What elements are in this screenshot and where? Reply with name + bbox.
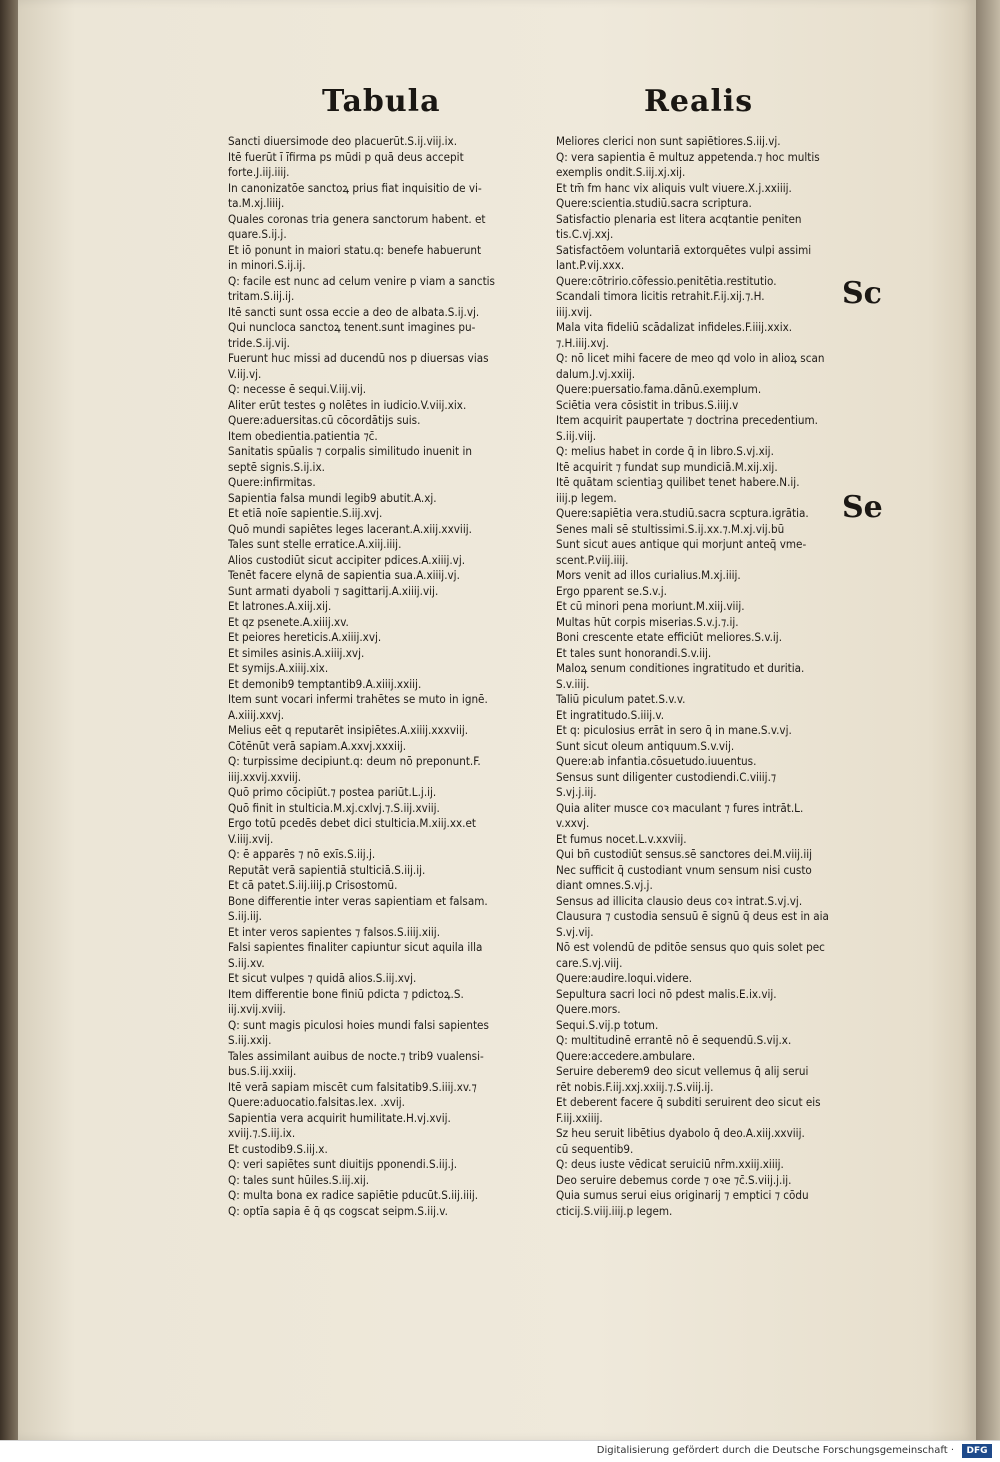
index-entry-line: Sz heu seruit libētius dyabolo q̄ deo.A.xiij.xxviij. (556, 1126, 805, 1140)
index-entry-line: Et demonib9 temptantib9.A.xiiij.xxiij. (228, 676, 422, 691)
index-entry-line: A.xiiij.xxvj. (228, 707, 285, 722)
index-entry-line: Q: sunt magis piculosi hoies mundi falsi sapientes (228, 1017, 489, 1032)
index-entry-line: Et q: piculosius errāt in sero q̄ in mane.S.v.vj. (556, 723, 792, 737)
index-entry-line: Tales assimilant auibus de nocte.⁊ trib9 vualensi- (228, 1048, 484, 1063)
index-entry-line: Nec sufficit q̄ custodiant vnum sensum nisi custo (556, 862, 812, 877)
index-entry-line: Quō primo cōcipiūt.⁊ postea pariūt.L.j.ij. (228, 785, 437, 799)
index-entry-line: Cōtēnūt verā sapiam.A.xxvj.xxxiij. (228, 738, 407, 753)
margin-section-letter: Se (842, 490, 883, 525)
index-entry-line: Quere:aduersitas.cū cōcordātijs suis. (228, 413, 421, 427)
index-entry-line: cū sequentib9. (556, 1141, 634, 1156)
index-entry-line: iiij.xvij. (556, 304, 593, 319)
index-entry-line: S.vj.vij. (556, 924, 594, 939)
index-entry-line: Quere.mors. (556, 1002, 621, 1016)
index-entry-line: Scandali timora licitis retrahit.F.ij.xij.⁊.H. (556, 289, 765, 303)
index-entry-line: iiij.xxvij.xxviij. (228, 769, 302, 784)
index-entry-line: Item acquirit paupertate ⁊ doctrina precedentium. (556, 413, 818, 427)
index-column-right (556, 134, 844, 1219)
index-entry-line: rēt nobis.F.iij.xxj.xxiij.⁊.S.viij.ij. (556, 1079, 714, 1094)
index-entry-line: Quere:scientia.studiū.sacra scriptura. (556, 196, 752, 210)
index-entry-line: scent.P.viij.iiij. (556, 552, 629, 567)
index-entry-line: Item obedientia.patientia ⁊c̄. (228, 428, 378, 443)
index-entry-line: Itē sancti sunt ossa eccie a deo de albata.S.ij.vj. (228, 304, 480, 319)
index-entry-line: Sapientia vera acquirit humilitate.H.vj.xvij. (228, 1110, 451, 1125)
index-entry-line: Q: deus iuste vēdicat seruiciū nr̄m.xxiij.xiiij. (556, 1157, 784, 1171)
index-entry-line: in minori.S.ij.ij. (228, 258, 306, 272)
index-entry-line: Maloꝝ senum conditiones ingratitudo et duritia. (556, 661, 805, 675)
index-entry-line: Q: turpissime decipiunt.q: deum nō preponunt.F. (228, 754, 481, 768)
index-entry-line: Q: ē apparēs ⁊ nō exīs.S.iij.j. (228, 847, 376, 861)
index-entry-line: ta.M.xj.liiij. (228, 196, 285, 210)
index-entry-line: Quere:ab infantia.cōsuetudo.iuuentus. (556, 754, 757, 768)
index-entry-line: Et latrones.A.xiij.xij. (228, 599, 332, 613)
index-entry-line: Q: facile est nunc ad celum venire p viam a sanctis (228, 273, 495, 288)
index-entry-line: Q: necesse ē sequi.V.iij.vij. (228, 382, 367, 396)
index-entry-line: lant.P.vij.xxx. (556, 258, 625, 272)
index-entry-line: S.vj.j.iij. (556, 785, 597, 799)
index-entry-line: Et deberent facere q̄ subditi seruirent deo sicut eis (556, 1095, 821, 1109)
index-entry-line: Aliter erūt testes ꝯ nolētes in iudicio.V.viij.xix. (228, 397, 467, 412)
index-entry-line: tride.S.ij.vij. (228, 335, 290, 350)
index-entry-line: Q: melius habet in corde q̄ in libro.S.vj.xij. (556, 444, 774, 458)
index-entry-line: Et custodib9.S.iij.x. (228, 1141, 328, 1156)
running-head-left: Tabula (322, 84, 441, 119)
index-entry-line: Sunt sicut aues antique qui morjunt anteq̄ vme- (556, 537, 807, 551)
index-entry-line: care.S.vj.viij. (556, 955, 623, 970)
index-entry-line: Sepultura sacri loci nō pdest malis.E.ix.vij. (556, 986, 777, 1001)
index-entry-line: Q: vera sapientia ē multuz appetenda.⁊ hoc multis (556, 149, 820, 164)
index-entry-line: Sapientia falsa mundi legib9 abutit.A.xj. (228, 490, 437, 505)
index-entry-line: Tenēt facere elynā de sapientia sua.A.xiiij.vj. (228, 568, 460, 582)
index-entry-line: tis.C.vj.xxj. (556, 227, 614, 241)
index-entry-line: Et cū minori pena moriunt.M.xiij.viij. (556, 599, 745, 613)
index-entry-line: Q: tales sunt hūiles.S.iij.xij. (228, 1172, 370, 1187)
index-entry-line: Fuerunt huc missi ad ducendū nos p diuersas vias (228, 351, 489, 365)
funding-notice: Digitalisierung gefördert durch die Deutsche Forschungsgemeinschaft · (596, 1445, 954, 1456)
index-entry-line: Et tales sunt honorandi.S.v.iij. (556, 645, 712, 660)
index-entry-line: Quia sumus serui eius originarij ⁊ emptici ⁊ cōdu (556, 1188, 809, 1202)
index-entry-line: Q: nō licet mihi facere de meo qd volo in alioꝝ scan (556, 351, 825, 365)
index-entry-line: cticij.S.viij.iiij.p legem. (556, 1203, 673, 1218)
facing-page-edge (976, 0, 1000, 1440)
index-entry-line: diant omnes.S.vj.j. (556, 878, 653, 892)
index-column-left (228, 134, 516, 1219)
index-entry-line: Quere:aduocatio.falsitas.lex. .xvij. (228, 1095, 405, 1109)
index-entry-line: Sequi.S.vij.p totum. (556, 1017, 659, 1032)
index-entry-line: xviij.⁊.S.iij.ix. (228, 1126, 296, 1140)
index-entry-line: Quere:accedere.ambulare. (556, 1048, 696, 1063)
index-entry-line: Itē verā sapiam miscēt cum falsitatib9.S.iiij.xv.⁊ (228, 1079, 477, 1094)
index-entry-line: Satisfactōem voluntariā extorquētes vulpi assimi (556, 242, 812, 257)
index-entry-line: Clausura ⁊ custodia sensuū ē signū q̄ deus est in aia (556, 909, 829, 923)
dfg-logo: DFG (962, 1444, 992, 1458)
index-entry-line: Sunt sicut oleum antiquum.S.v.vij. (556, 738, 735, 753)
index-entry-line: S.iij.viij. (556, 428, 597, 443)
index-entry-line: In canonizatōe sanctoꝝ prius fiat inquisitio de vi- (228, 180, 482, 195)
index-entry-line: Et peiores hereticis.A.xiiij.xvj. (228, 630, 382, 644)
index-entry-line: Et qz psenete.A.xiiij.xv. (228, 614, 349, 629)
index-entry-line: Et inter veros sapientes ⁊ falsos.S.iiij.xiij. (228, 924, 441, 939)
index-entry-line: V.iij.vj. (228, 366, 262, 381)
index-entry-line: Quales coronas tria genera sanctorum habent. et (228, 211, 486, 226)
index-entry-line: Quō mundi sapiētes leges lacerant.A.xiij.xxviij. (228, 521, 472, 536)
index-entry-line: Nō est volendū de pditōe sensus quo quis solet pec (556, 940, 825, 954)
index-entry-line: Ergo pparent se.S.v.j. (556, 583, 667, 598)
index-entry-line: Quia aliter musce coꝛ maculant ⁊ fures intrāt.L. (556, 800, 804, 815)
index-entry-line: Taliū piculum patet.S.v.v. (556, 692, 686, 706)
index-entry-line: Multas hūt corpis miserias.S.v.j.⁊.ij. (556, 614, 739, 629)
index-entry-line: Sensus sunt diligenter custodiendi.C.viiij.⁊ (556, 769, 777, 784)
index-entry-line: Quere:puersatio.fama.dānū.exemplum. (556, 382, 762, 396)
index-entry-line: Seruire deberem9 deo sicut vellemus q̄ alij serui (556, 1064, 809, 1078)
index-entry-line: Alios custodiūt sicut accipiter pdices.A.xiiij.vj. (228, 552, 466, 567)
index-entry-line: Mors venit ad illos curialius.M.xj.iiij. (556, 568, 741, 582)
index-entry-line: Satisfactio plenaria est litera acqtantie peniten (556, 211, 802, 226)
index-entry-line: Et cā patet.S.iij.iiij.p Crisostomū. (228, 878, 398, 892)
digitization-footer (0, 1440, 1000, 1462)
running-head-right: Realis (644, 84, 754, 119)
index-entry-line: Reputāt verā sapientiā stulticiā.S.iij.ij. (228, 862, 426, 877)
index-entry-line: Et tm̄ fm hanc vix aliquis vult viuere.X.j.xxiiij. (556, 180, 792, 195)
index-entry-line: quare.S.ij.j. (228, 227, 287, 241)
index-entry-line: Q: multitudinē errantē nō ē sequendū.S.vij.x. (556, 1033, 792, 1047)
index-entry-line: Et sicut vulpes ⁊ quidā alios.S.iij.xvj. (228, 971, 417, 985)
index-entry-line: Itē acquirit ⁊ fundat sup mundiciā.M.xij.xij. (556, 459, 778, 474)
index-entry-line: Senes mali sē stultissimi.S.ij.xx.⁊.M.xj.vij.bū (556, 521, 785, 536)
index-entry-line: Et iō ponunt in maiori statu.q: benefe habuerunt (228, 242, 482, 257)
index-entry-line: Et similes asinis.A.xiiij.xvj. (228, 645, 365, 660)
index-entry-line: S.iij.xv. (228, 955, 265, 970)
index-entry-line: Meliores clerici non sunt sapiētiores.S.iij.vj. (556, 134, 781, 148)
index-entry-line: Melius eēt q reputarēt insipiētes.A.xiiij.xxxviij. (228, 723, 469, 737)
index-entry-line: septē signis.S.ij.ix. (228, 459, 325, 474)
index-entry-line: forte.J.iij.iiij. (228, 165, 290, 179)
index-entry-line: Q: veri sapiētes sunt diuitijs pponendi.S.iij.j. (228, 1157, 458, 1171)
index-entry-line: Quere:sapiētia vera.studiū.sacra scptura.igrātia. (556, 506, 809, 520)
index-entry-line: Deo seruire debemus corde ⁊ oꝛe ⁊c̄.S.viij.j.ij. (556, 1172, 792, 1187)
index-entry-line: v.xxvj. (556, 816, 590, 830)
index-entry-line: Itē quātam scientiaꝫ quilibet tenet habere.N.ij. (556, 475, 800, 489)
index-entry-line: Sancti diuersimode deo placuerūt.S.ij.viij.ix. (228, 134, 458, 148)
index-entry-line: Ergo totū pcedēs debet dici stulticia.M.xiij.xx.et (228, 816, 476, 830)
index-entry-line: Sunt armati dyaboli ⁊ sagittarij.A.xiiij.vij. (228, 583, 439, 598)
index-entry-line: Sensus ad illicita clausio deus coꝛ intrat.S.vj.vj. (556, 893, 803, 908)
index-entry-line: ⁊.H.iiij.xvj. (556, 335, 609, 350)
index-entry-line: Et etiā noīe sapientie.S.iij.xvj. (228, 506, 383, 520)
index-entry-line: Quō finit in stulticia.M.xj.cxlvj.⁊.S.iij.xviij. (228, 800, 440, 815)
index-entry-line: Item sunt vocari infermi trahētes se muto in ignē. (228, 692, 488, 706)
index-entry-line: Mala vita fideliū scādalizat infideles.F.iiij.xxix. (556, 320, 793, 334)
margin-section-letter: Sc (842, 276, 882, 311)
index-entry-line: Q: optīa sapia ē q̄ qs cogscat seipm.S.iij.v. (228, 1203, 448, 1218)
index-entry-line: Et ingratitudo.S.iiij.v. (556, 707, 665, 722)
index-entry-line: Quere:audire.loqui.videre. (556, 971, 693, 985)
index-entry-line: Boni crescente etate efficiūt meliores.S.v.ij. (556, 630, 783, 644)
index-entry-line: Falsi sapientes finaliter capiuntur sicut aquila illa (228, 940, 483, 954)
index-entry-line: Quere:infirmitas. (228, 475, 316, 489)
index-entry-line: tritam.S.iij.ij. (228, 289, 295, 303)
index-entry-line: Sciētia vera cōsistit in tribus.S.iiij.v (556, 397, 739, 412)
index-entry-line: Et fumus nocet.L.v.xxviij. (556, 831, 687, 846)
index-entry-line: Itē fuerūt ī īfirma ps mūdi p quā deus accepit (228, 149, 464, 164)
index-entry-line: Bone differentie inter veras sapientiam et falsam. (228, 893, 488, 908)
index-entry-line: S.v.iiij. (556, 676, 590, 691)
index-entry-line: iij.xvij.xviij. (228, 1002, 286, 1016)
index-entry-line: bus.S.iij.xxiij. (228, 1064, 297, 1078)
index-entry-line: Item differentie bone finiū pdicta ⁊ pdictoꝝ.S. (228, 986, 464, 1001)
index-entry-line: F.iij.xxiiij. (556, 1110, 603, 1125)
index-entry-line: Sanitatis spūalis ⁊ corpalis similitudo inuenit in (228, 444, 472, 458)
index-entry-line: dalum.J.vj.xxiij. (556, 366, 636, 381)
index-entry-line: S.iij.iij. (228, 909, 262, 923)
index-entry-line: iiij.p legem. (556, 490, 617, 505)
index-entry-line: V.iiij.xvij. (228, 831, 274, 846)
index-entry-line: Et symijs.A.xiiij.xix. (228, 661, 329, 675)
index-entry-line: Q: multa bona ex radice sapiētie pducūt.S.iij.iiij. (228, 1188, 479, 1202)
index-entry-line: Qui bn̄ custodiūt sensus.sē sanctores dei.M.viij.iij (556, 847, 813, 861)
index-entry-line: Tales sunt stelle erratice.A.xiij.iiij. (228, 537, 402, 551)
index-entry-line: S.iij.xxij. (228, 1033, 272, 1047)
index-entry-line: Quere:cōtririo.cōfessio.penitētia.restitutio. (556, 273, 777, 288)
index-entry-line: Qui nuncloca sanctoꝝ tenent.sunt imagines pu- (228, 320, 476, 334)
index-entry-line: exemplis ondit.S.iij.xj.xij. (556, 165, 686, 179)
